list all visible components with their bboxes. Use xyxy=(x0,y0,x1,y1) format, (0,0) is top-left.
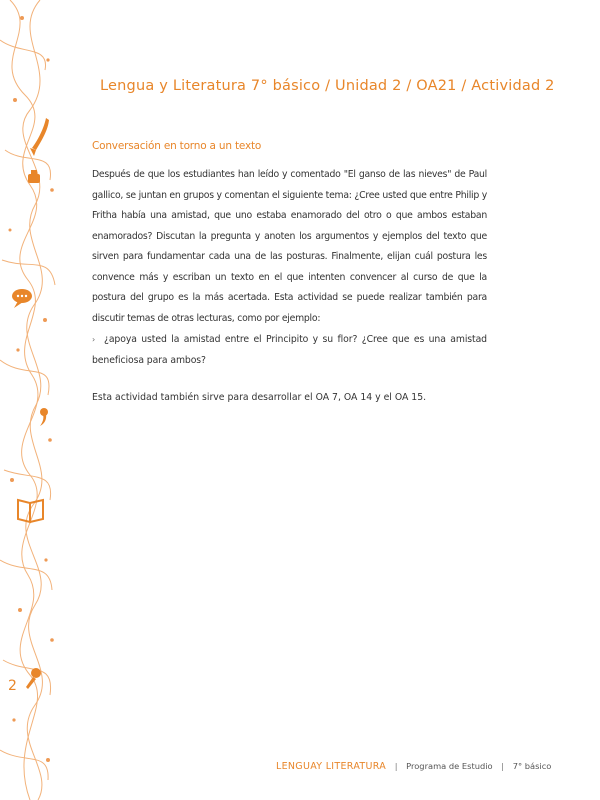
open-book-icon xyxy=(18,500,43,522)
closing-note: Esta actividad también sirve para desarrollar el OA 7, OA 14 y el OA 15. xyxy=(92,392,427,403)
page-footer xyxy=(276,761,551,772)
footer-program: Programa de Estudio xyxy=(406,761,493,771)
microphone-icon xyxy=(26,668,41,689)
footer-separator: | xyxy=(394,761,398,771)
comma-icon xyxy=(40,408,48,426)
bullet-marker: › xyxy=(92,335,96,344)
footer-grade: 7° básico xyxy=(512,761,552,771)
inkwell-icon xyxy=(28,170,40,183)
speech-bubble-icon xyxy=(12,289,32,308)
section-heading: Conversación en torno a un texto xyxy=(92,140,262,152)
page-title: Lengua y Literatura 7° básico / Unidad 2 / OA21 / Actividad 2 xyxy=(100,78,555,94)
example-bullet-text: ¿apoya usted la amistad entre el Principito y su flor? ¿Cree que es una amistad beneficiosa para ambos? xyxy=(92,334,487,366)
footer-separator: | xyxy=(501,761,505,771)
pen-nib-icon xyxy=(30,118,49,156)
number-two-glyph: 2 xyxy=(8,678,17,694)
activity-description: Después de que los estudiantes han leído y comentado "El ganso de las nieves" de Paul gallico, se juntan en grupos y comentan el siguiente tema: ¿Cree usted que entre Philip y Fritha había una amistad, que uno estaba enamorado del otro o que ambos estaban enamorados? Discutan la pregunta y anoten los argumentos y ejemplos del texto que sirven para fundamentar cada una de las posturas. Finalmente, elijan cuál postura les convence más y escriban un texto en el que intenten convencer al curso de que la postura del grupo es la más acertada. Esta actividad se puede realizar también para discutir temas de otras lecturas, como por ejemplo: xyxy=(92,169,487,324)
example-bullet xyxy=(92,330,487,371)
footer-subject: LENGUAY LITERATURA xyxy=(276,761,387,772)
decorative-margin-border xyxy=(0,0,72,800)
